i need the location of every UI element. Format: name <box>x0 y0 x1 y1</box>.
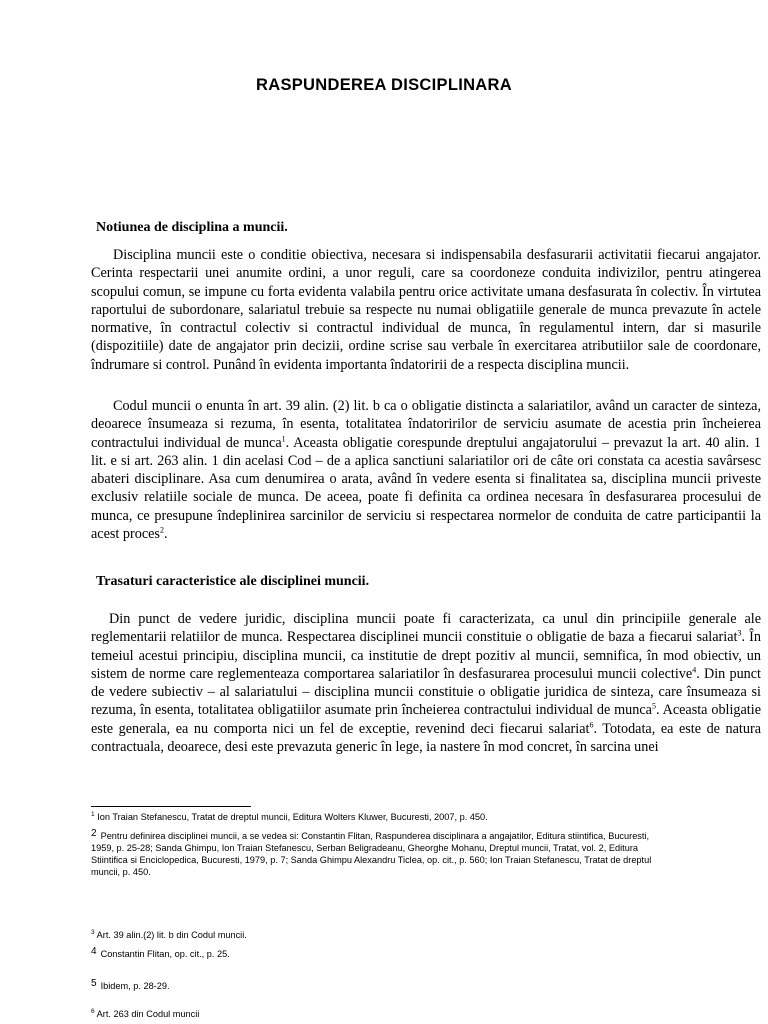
footnote-5-mark: 5 <box>91 978 97 989</box>
footnote-1-mark: 1 <box>91 810 95 818</box>
section-heading-trasaturi: Trasaturi caracteristice ale disciplinei muncii. <box>96 574 370 589</box>
footnote-ref-5[interactable]: 5 <box>651 701 656 711</box>
document-title: RASPUNDEREA DISCIPLINARA <box>256 76 512 94</box>
paragraph-3-text-1: Din punct de vedere juridic, disciplina muncii poate fi caracterizata, ca unul din principiile generale ale reglementarii relatiilor de munca. Respectarea disciplinei muncii constituie o obligatie de baza a fiecarui salariat <box>91 611 761 646</box>
footnote-4-mark: 4 <box>91 946 97 957</box>
footnote-2-mark: 2 <box>91 828 97 839</box>
footnote-3 <box>91 929 766 941</box>
paragraph-3-text-3: . Din punct de vedere subiectiv – al salariatului – disciplina muncii constituie o obligatie juridica de sinteza, care însumeaza si rezuma, în esenta, totalitatea obligatiilor asumate prin încheierea contractului individual de munca <box>91 665 762 719</box>
footnote-6-mark: 6 <box>91 1007 95 1015</box>
paragraph-3-text-2: . În temeiul acestui principiu, disciplina muncii, ca institutie de drept pozitiv al muncii, semnifica, în mod obiectiv, un sistem de norme care reglementeaza comportarea salariatilor în desfasurarea procesului muncii colective <box>91 629 761 682</box>
footnote-4 <box>91 946 766 960</box>
footnote-5-text: Ibidem, p. 28-29. <box>100 981 170 991</box>
footnote-1 <box>91 811 766 823</box>
section-heading-notiunea: Notiunea de disciplina a muncii. <box>96 220 288 235</box>
footnote-3-mark: 3 <box>91 928 95 936</box>
footnote-1-text: Ion Traian Stefanescu, Tratat de dreptul muncii, Editura Wolters Kluwer, Bucuresti, 2007, p. 450. <box>97 812 488 822</box>
footnote-ref-4[interactable]: 4 <box>692 665 697 675</box>
footnote-6-text: Art. 263 din Codul muncii <box>96 1009 200 1019</box>
paragraph-3 <box>91 610 761 756</box>
footnote-2-line-2: 1959, p. 25-28; Sanda Ghimpu, Ion Traian Stefanescu, Serban Beligradeanu, Gheorghe Mohanu, Dreptul muncii, Tratat, vol. 2, Editura <box>91 843 638 853</box>
paragraph-2-text-b: . Aceasta obligatie corespunde dreptului angajatorului – prevazut la art. 40 alin. 1 lit. e si art. 263 alin. 1 din acelasi Cod – de a aplica sanctiuni salariatilor ori de câte ori constata ca acestia savârsesc abateri disciplinare. Asa cum denumirea o arata, având în vedere esenta si finalitatea sa, disciplina muncii priveste exclusiv relatiile sociale de munca. De aceea, poate fi definita ca ordinea necesara în desfasurarea procesului de munca, ce presupune îndeplinirea sarcinilor de serviciu si respectarea normelor de conduita de catre participantii la acest proces <box>91 434 761 543</box>
paragraph-2-text-c: . <box>163 526 168 543</box>
paragraph-1-text: Disciplina muncii este o conditie obiectiva, necesara si indispensabila desfasurarii activitatii fiecarui angajator. Cerinta respectarii unei anumite ordini, a unor reguli, care sa coordoneze conduita indivizilor, pentru atingerea scopului comun, se impune cu forta evidenta valabila pentru orice activitate umana desfasurata în colectiv. În virtutea raportului de subordonare, salariatul trebuie sa respecte nu numai obligatiile generale de munca prevazute în actele normative, în contractul colectiv si contractul individual de munca, în regulamentul intern, dar si masurile (dispozitiile) date de angajator prin decizii, ordine scrise sau verbale în exercitarea atributiilor sale de coordonare, îndrumare si control. Punând în evidenta importanta îndatoririi de a respecta disciplina muncii. <box>91 247 761 373</box>
footnote-4-text: Constantin Flitan, op. cit., p. 25. <box>100 949 230 959</box>
footnote-ref-1[interactable]: 1 <box>281 433 286 443</box>
footnote-6 <box>91 1008 766 1020</box>
paragraph-3-text-4: . Aceasta obligatie este generala, ea nu comporta nici un fel de exceptie, revenind deci fiecarui salariat <box>91 702 761 737</box>
paragraph-1 <box>91 246 761 374</box>
paragraph-2 <box>91 397 761 543</box>
footnote-2-line-1: Pentru definirea disciplinei muncii, a se vedea si: Constantin Flitan, Raspunderea disciplinara a angajatilor, Editura stiintifica, Bucuresti, <box>100 831 650 841</box>
footnote-ref-6[interactable]: 6 <box>589 720 594 730</box>
paragraph-3-text-5: . Totodata, ea este de natura contractuala, deoarece, desi este prevazuta generic în lege, ia nastere în mod concret, în sarcina unei <box>91 720 761 756</box>
footnote-ref-2[interactable]: 2 <box>159 525 164 535</box>
footnote-5 <box>91 978 766 992</box>
footnote-2 <box>91 828 766 878</box>
footnote-2-line-4: muncii, p. 450. <box>91 867 151 877</box>
footnote-ref-3[interactable]: 3 <box>737 628 742 638</box>
footnote-separator <box>91 806 251 807</box>
footnote-3-text: Art. 39 alin.(2) lit. b din Codul muncii. <box>96 930 247 940</box>
paragraph-2-text-a: Codul muncii o enunta în art. 39 alin. (2) lit. b ca o obligatie distincta a salariatilor, având un caracter de sinteza, deoarece însumeaza si rezuma, în esenta, totalitatea îndatoririlor de serviciu asumate de acestia prin încheierea contractului individual de munca <box>91 398 761 451</box>
footnote-2-line-3: Stiintifica si Enciclopedica, Bucuresti, 1979, p. 7; Sanda Ghimpu Alexandru Ticlea, op. cit., p. 560; Ion Traian Stefanescu, Tratat de dreptul <box>91 855 652 865</box>
